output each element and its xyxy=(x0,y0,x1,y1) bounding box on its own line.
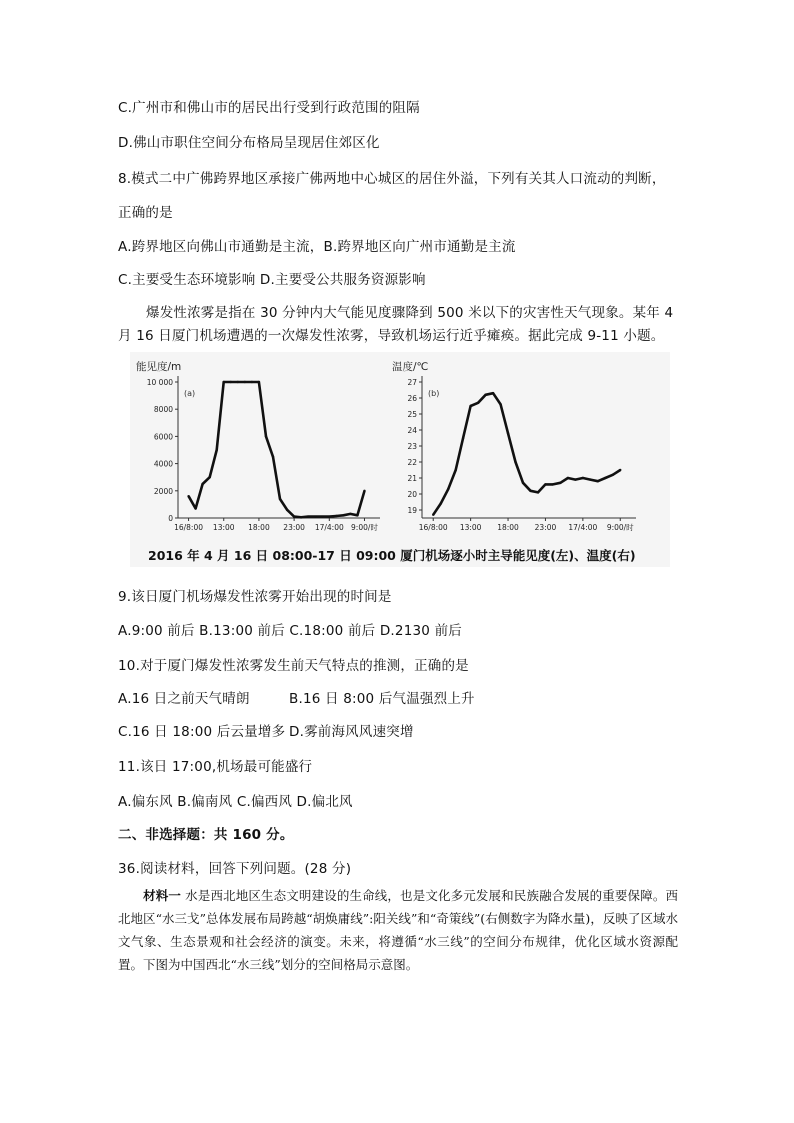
data-point xyxy=(499,403,501,405)
q10-option-b: B.16 日 8:00 后气温强烈上升 xyxy=(289,691,475,707)
q10-option-c: C.16 日 18:00 后云量增多 xyxy=(118,724,286,740)
data-point xyxy=(194,507,196,509)
data-point xyxy=(612,474,614,476)
data-point xyxy=(619,469,621,471)
data-point xyxy=(484,394,486,396)
q10-stem: 10.对于厦门爆发性浓雾发生前天气特点的推测，正确的是 xyxy=(118,658,469,674)
data-point xyxy=(258,381,260,383)
passage-line1: 爆发性浓雾是指在 30 分钟内大气能见度骤降到 500 米以下的灾害性天气现象。某年 4 xyxy=(146,305,674,321)
panel-label: (b) xyxy=(428,389,440,398)
y-tick-label: 20 xyxy=(407,490,417,499)
material-paragraph xyxy=(118,884,678,976)
material-lead: 材料一 xyxy=(143,888,182,903)
data-point xyxy=(469,405,471,407)
data-point xyxy=(522,482,524,484)
data-point xyxy=(286,509,288,511)
q11-stem: 11.该日 17:00,机场最可能盛行 xyxy=(118,759,313,775)
q36-stem: 36.阅读材料，回答下列问题。(28 分) xyxy=(118,861,352,877)
q8-stem-line1: 8.模式二中广佛跨界地区承接广佛两地中心城区的居住外溢，下列有关其人口流动的判断， xyxy=(118,171,666,187)
data-point xyxy=(223,381,225,383)
passage-line2: 月 16 日厦门机场遭遇的一次爆发性浓雾，导致机场运行近乎瘫痪。据此完成 9-11 小题。 xyxy=(118,328,665,344)
x-tick-label: 17/4:00 xyxy=(314,523,344,532)
data-point xyxy=(537,491,539,493)
data-point xyxy=(477,402,479,404)
y-tick-label: 6000 xyxy=(153,432,173,442)
data-point xyxy=(300,516,302,518)
y-tick-label: 24 xyxy=(407,426,417,435)
y-tick-label: 27 xyxy=(407,378,417,387)
y-tick-label: 23 xyxy=(407,442,417,451)
data-point xyxy=(216,449,218,451)
q7-option-d: D.佛山市职住空间分布格局呈现居住郊区化 xyxy=(118,135,380,151)
data-point xyxy=(514,461,516,463)
y-tick-label: 8000 xyxy=(153,405,173,415)
data-point xyxy=(244,381,246,383)
x-tick-label: 23:00 xyxy=(283,523,305,532)
y-tick-label: 19 xyxy=(407,506,417,515)
data-point xyxy=(574,478,576,480)
data-point xyxy=(440,502,442,504)
data-point xyxy=(492,392,494,394)
material-body: 水是西北地区生态文明建设的生命线，也是文化多元发展和民族融合发展的重要保障。西北地区“水三戈”总体发展布局跨越“胡焕庸线”:阳关线”和“奇策线”(右侧数字为降水量)，反映了区域水文气象、生态景观和社会经济的演变。未来，将遵循“水三线”的空间分布规律，优化区域水资源配置。下图为中国西北“水三线”划分的空间格局示意图。 xyxy=(118,888,678,972)
y-tick-label: 25 xyxy=(407,410,417,419)
data-point xyxy=(307,515,309,517)
data-point xyxy=(529,490,531,492)
data-point xyxy=(432,514,434,516)
data-point xyxy=(272,456,274,458)
data-point xyxy=(335,515,337,517)
data-point xyxy=(559,482,561,484)
y-tick-label: 26 xyxy=(407,394,417,403)
data-point xyxy=(597,480,599,482)
data-point xyxy=(447,488,449,490)
section-heading: 二、非选择题：共 160 分。 xyxy=(118,827,294,843)
data-point xyxy=(293,515,295,517)
figure-caption: 2016 年 4 月 16 日 08:00-17 日 09:00 厦门机场逐小时主导能见度(左)、温度(右) xyxy=(148,548,636,563)
q7-option-c: C.广州市和佛山市的居民出行受到行政范围的阻隔 xyxy=(118,100,420,116)
q8-options-cd: C.主要受生态环境影响 D.主要受公共服务资源影响 xyxy=(118,272,426,288)
data-point xyxy=(582,477,584,479)
data-point xyxy=(604,477,606,479)
data-point xyxy=(342,514,344,516)
data-point xyxy=(201,483,203,485)
y-axis-label: 温度/℃ xyxy=(392,361,429,373)
y-tick-label: 22 xyxy=(407,458,417,467)
data-point xyxy=(349,513,351,515)
data-point xyxy=(251,381,253,383)
data-point xyxy=(567,477,569,479)
x-tick-label: 17/4:00 xyxy=(568,523,598,532)
data-point xyxy=(187,495,189,497)
data-point xyxy=(507,432,509,434)
panel-label: (a) xyxy=(184,389,196,398)
data-point xyxy=(544,483,546,485)
q9-stem: 9.该日厦门机场爆发性浓雾开始出现的时间是 xyxy=(118,589,392,605)
y-tick-label: 2000 xyxy=(153,486,173,496)
data-point xyxy=(321,515,323,517)
data-point xyxy=(265,435,267,437)
data-point xyxy=(314,515,316,517)
data-point xyxy=(237,381,239,383)
q9-options: A.9:00 前后 B.13:00 前后 C.18:00 前后 D.2130 前后 xyxy=(118,623,462,639)
q10-option-d: D.雾前海风风速突增 xyxy=(289,724,414,740)
data-point xyxy=(208,476,210,478)
x-tick-label: 13:00 xyxy=(459,523,482,532)
data-point xyxy=(356,514,358,516)
q8-options-ab: A.跨界地区向佛山市通勤是主流，B.跨界地区向广州市通勤是主流 xyxy=(118,239,516,255)
x-tick-label: 23:00 xyxy=(534,523,557,532)
y-tick-label: 21 xyxy=(407,474,417,483)
data-point xyxy=(230,381,232,383)
data-point xyxy=(363,490,365,492)
y-tick-label: 4000 xyxy=(153,459,173,469)
data-point xyxy=(552,483,554,485)
x-tick-label: 18:00 xyxy=(497,523,519,532)
y-axis-label: 能见度/m xyxy=(136,361,182,373)
x-tick-label: 16/8:00 xyxy=(174,523,204,532)
x-tick-label: 9:00/时 xyxy=(351,523,378,532)
q8-stem-line2: 正确的是 xyxy=(118,205,173,221)
data-point xyxy=(328,515,330,517)
y-tick-label: 0 xyxy=(168,514,173,523)
x-tick-label: 9:00/时 xyxy=(606,523,634,532)
data-point xyxy=(454,469,456,471)
q11-options: A.偏东风 B.偏南风 C.偏西风 D.偏北风 xyxy=(118,794,353,810)
data-point xyxy=(462,437,464,439)
q10-option-a: A.16 日之前天气晴朗 xyxy=(118,691,250,707)
data-point xyxy=(589,478,591,480)
data-point xyxy=(279,498,281,500)
x-tick-label: 16/8:00 xyxy=(418,523,448,532)
x-tick-label: 18:00 xyxy=(248,523,270,532)
x-tick-label: 13:00 xyxy=(212,523,235,532)
y-tick-label: 10 000 xyxy=(146,378,173,387)
figure-visibility-temperature xyxy=(130,352,670,567)
